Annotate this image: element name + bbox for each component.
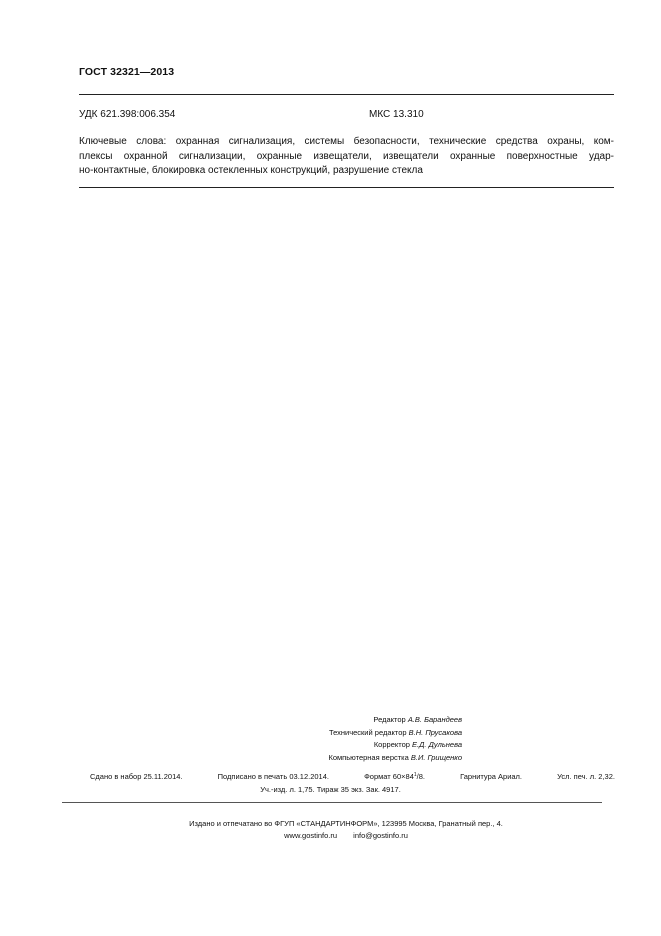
credit-technical-editor: Технический редактор В.Н. Прусакова — [328, 727, 462, 737]
publication-details — [90, 772, 615, 781]
credits-block — [200, 714, 462, 764]
typeface: Гарнитура Ариал. — [460, 772, 523, 781]
publication-details-line2: Уч.-изд. л. 1,75. Тираж 35 экз. Зак. 4917. — [260, 785, 401, 794]
keywords-line: но-контактные, блокировка остекленных конструкций, разрушение стекла — [79, 165, 423, 176]
udk-code: УДК 621.398:006.354 — [79, 109, 176, 120]
submitted-date: Сдано в набор 25.11.2014. — [90, 772, 183, 781]
credit-layout: Компьютерная верстка В.И. Грищенко — [328, 752, 462, 762]
footer-divider — [62, 802, 602, 803]
keywords-line: плексы охранной сигнализации, охранные извещатели, извещатели охранные поверхностные удар- — [79, 150, 614, 162]
website-link[interactable]: www.gostinfo.ru — [284, 831, 338, 840]
keywords-paragraph — [79, 135, 614, 179]
header-divider — [79, 94, 614, 95]
keywords-divider — [79, 187, 614, 188]
signed-date: Подписано в печать 03.12.2014. — [217, 772, 329, 781]
publisher-contacts — [0, 831, 661, 840]
email-link[interactable]: info@gostinfo.ru — [353, 831, 408, 840]
keywords-line: Ключевые слова: охранная сигнализация, системы безопасности, технические средства охраны, ком- — [79, 136, 614, 147]
publisher-info: Издано и отпечатано во ФГУП «СТАНДАРТИНФОРМ», 123995 Москва, Гранатный пер., 4. — [189, 819, 503, 828]
paper-format: Формат $60\times 84^1/8$. — [364, 772, 425, 781]
document-title: ГОСТ 32321—2013 — [79, 66, 175, 78]
credit-editor: Редактор А.В. Барандеев — [373, 715, 462, 724]
credit-proofreader: Корректор Е.Д. Дульнева — [373, 740, 462, 749]
print-sheets: Усл. печ. л. 2,32. — [557, 772, 615, 781]
mks-code: МКС 13.310 — [369, 109, 424, 120]
